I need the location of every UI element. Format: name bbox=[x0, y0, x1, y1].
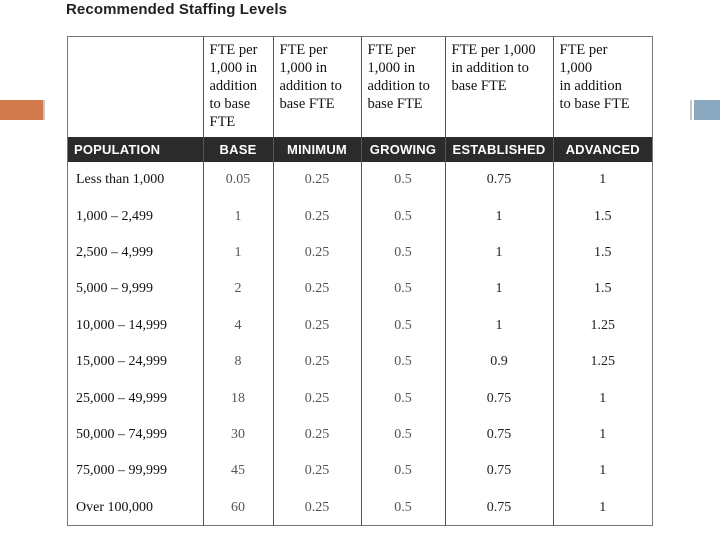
cell-population: 75,000 – 99,999 bbox=[76, 463, 167, 479]
table-row bbox=[68, 417, 652, 453]
right-accent-bar bbox=[694, 100, 720, 120]
cell-established: 1 bbox=[445, 271, 553, 307]
table-row bbox=[68, 344, 652, 380]
cell-minimum: 0.25 bbox=[273, 271, 361, 307]
description-cell-established: FTE per 1,000 in addition to base FTE bbox=[445, 37, 553, 137]
right-accent-divider bbox=[690, 100, 692, 120]
staffing-table bbox=[68, 37, 652, 526]
cell-growing: 0.5 bbox=[361, 235, 445, 271]
cell-minimum: 0.25 bbox=[273, 380, 361, 416]
cell-minimum: 0.25 bbox=[273, 453, 361, 489]
table-row bbox=[68, 453, 652, 489]
cell-minimum: 0.25 bbox=[273, 235, 361, 271]
cell-established: 0.75 bbox=[445, 453, 553, 489]
cell-minimum: 0.25 bbox=[273, 417, 361, 453]
cell-growing: 0.5 bbox=[361, 308, 445, 344]
cell-growing: 0.5 bbox=[361, 344, 445, 380]
cell-base: 2 bbox=[203, 271, 273, 307]
cell-minimum: 0.25 bbox=[273, 308, 361, 344]
column-header-base: BASE bbox=[203, 137, 273, 162]
cell-base: 30 bbox=[203, 417, 273, 453]
cell-minimum: 0.25 bbox=[273, 162, 361, 198]
description-cell-population bbox=[68, 37, 203, 137]
column-header-established: ESTABLISHED bbox=[445, 137, 553, 162]
cell-base: 60 bbox=[203, 490, 273, 526]
cell-population: 10,000 – 14,999 bbox=[76, 317, 167, 333]
cell-established: 1 bbox=[445, 198, 553, 234]
cell-established: 0.75 bbox=[445, 162, 553, 198]
cell-advanced: 1 bbox=[553, 490, 652, 526]
cell-population: Over 100,000 bbox=[76, 499, 153, 515]
cell-growing: 0.5 bbox=[361, 271, 445, 307]
table-row bbox=[68, 380, 652, 416]
cell-base: 45 bbox=[203, 453, 273, 489]
cell-growing: 0.5 bbox=[361, 380, 445, 416]
table-body bbox=[68, 162, 652, 526]
cell-population: Less than 1,000 bbox=[76, 172, 165, 188]
cell-advanced: 1.5 bbox=[553, 235, 652, 271]
table-row bbox=[68, 271, 652, 307]
description-cell-growing: FTE per 1,000 in addition to base FTE bbox=[361, 37, 445, 137]
cell-advanced: 1.25 bbox=[553, 344, 652, 380]
left-accent-divider bbox=[43, 100, 45, 120]
cell-base: 18 bbox=[203, 380, 273, 416]
cell-population: 25,000 – 49,999 bbox=[76, 390, 167, 406]
cell-growing: 0.5 bbox=[361, 453, 445, 489]
page-title: Recommended Staffing Levels bbox=[66, 1, 288, 18]
cell-population: 15,000 – 24,999 bbox=[76, 354, 167, 370]
cell-minimum: 0.25 bbox=[273, 344, 361, 380]
cell-population: 1,000 – 2,499 bbox=[76, 208, 153, 224]
staffing-table-frame bbox=[67, 36, 653, 526]
cell-advanced: 1 bbox=[553, 380, 652, 416]
cell-base: 4 bbox=[203, 308, 273, 344]
cell-minimum: 0.25 bbox=[273, 198, 361, 234]
cell-population: 50,000 – 74,999 bbox=[76, 426, 167, 442]
cell-base: 1 bbox=[203, 235, 273, 271]
cell-base: 1 bbox=[203, 198, 273, 234]
cell-established: 0.75 bbox=[445, 380, 553, 416]
cell-advanced: 1.5 bbox=[553, 198, 652, 234]
description-cell-minimum: FTE per 1,000 in addition to base FTE bbox=[273, 37, 361, 137]
table-row bbox=[68, 198, 652, 234]
cell-established: 0.75 bbox=[445, 417, 553, 453]
cell-established: 1 bbox=[445, 235, 553, 271]
cell-established: 0.9 bbox=[445, 344, 553, 380]
cell-advanced: 1 bbox=[553, 162, 652, 198]
column-header-row bbox=[68, 137, 652, 162]
description-cell-base: FTE per 1,000 in addition to base FTE bbox=[203, 37, 273, 137]
description-row bbox=[68, 37, 652, 137]
cell-minimum: 0.25 bbox=[273, 490, 361, 526]
cell-population: 5,000 – 9,999 bbox=[76, 281, 153, 297]
cell-advanced: 1.5 bbox=[553, 271, 652, 307]
cell-growing: 0.5 bbox=[361, 417, 445, 453]
cell-advanced: 1.25 bbox=[553, 308, 652, 344]
cell-advanced: 1 bbox=[553, 453, 652, 489]
column-header-advanced: ADVANCED bbox=[553, 137, 652, 162]
cell-base: 0.05 bbox=[203, 162, 273, 198]
table-row bbox=[68, 308, 652, 344]
cell-base: 8 bbox=[203, 344, 273, 380]
cell-growing: 0.5 bbox=[361, 490, 445, 526]
cell-established: 1 bbox=[445, 308, 553, 344]
cell-growing: 0.5 bbox=[361, 198, 445, 234]
cell-growing: 0.5 bbox=[361, 162, 445, 198]
column-header-minimum: MINIMUM bbox=[273, 137, 361, 162]
column-header-population: POPULATION bbox=[68, 137, 203, 162]
description-cell-advanced: FTE per 1,000 in addition to base FTE bbox=[553, 37, 652, 137]
cell-population: 2,500 – 4,999 bbox=[76, 244, 153, 260]
column-header-growing: GROWING bbox=[361, 137, 445, 162]
left-accent-bar bbox=[0, 100, 43, 120]
table-row bbox=[68, 235, 652, 271]
table-row bbox=[68, 490, 652, 526]
cell-established: 0.75 bbox=[445, 490, 553, 526]
table-row bbox=[68, 162, 652, 198]
cell-advanced: 1 bbox=[553, 417, 652, 453]
